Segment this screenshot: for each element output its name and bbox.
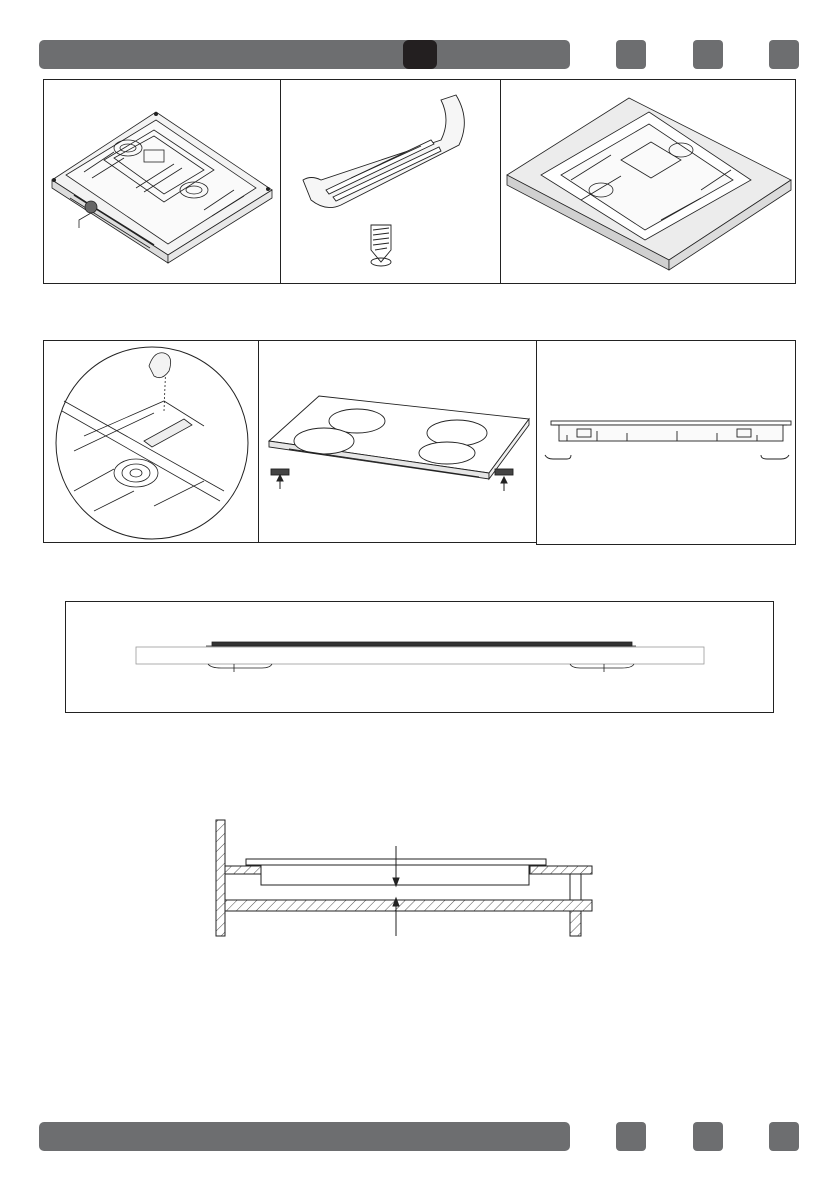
footer-square-2 xyxy=(693,1122,723,1151)
cooking-zone-4 xyxy=(419,442,475,464)
page-tab xyxy=(403,40,437,69)
side-profile-icon xyxy=(537,341,797,546)
footer-square-1 xyxy=(616,1122,646,1151)
header-bar xyxy=(39,40,570,69)
header-square-1 xyxy=(616,40,646,69)
bracket-screw-icon xyxy=(281,80,502,285)
ceramic-hob-icon xyxy=(259,341,538,544)
figure-fixing-clamp-and-screw xyxy=(280,79,501,284)
figure-fixing-clamp-location xyxy=(43,79,281,284)
figure-installed-side-view xyxy=(65,601,774,713)
cross-section-icon xyxy=(212,816,597,940)
header-square-2 xyxy=(693,40,723,69)
footer-square-3 xyxy=(769,1122,799,1151)
footer-bar xyxy=(39,1122,570,1151)
figure-hob-insertion xyxy=(258,340,537,543)
hob-underside-icon xyxy=(44,80,282,285)
figure-side-view-clamps xyxy=(536,340,796,545)
cooking-zone-3 xyxy=(427,420,487,446)
hob-worktop-icon xyxy=(501,80,797,285)
screw-icon xyxy=(371,225,391,266)
installed-profile-icon xyxy=(66,602,775,714)
header-square-3 xyxy=(769,40,799,69)
figure-hob-on-worktop xyxy=(500,79,796,284)
right-clamp-icon xyxy=(495,469,513,475)
figure-ventilation-section xyxy=(212,816,597,940)
magnified-sealing-icon xyxy=(44,341,260,544)
clamp-marker-icon xyxy=(85,201,97,213)
figure-sealing-strip xyxy=(43,340,259,543)
cooking-zone-2 xyxy=(294,428,354,454)
